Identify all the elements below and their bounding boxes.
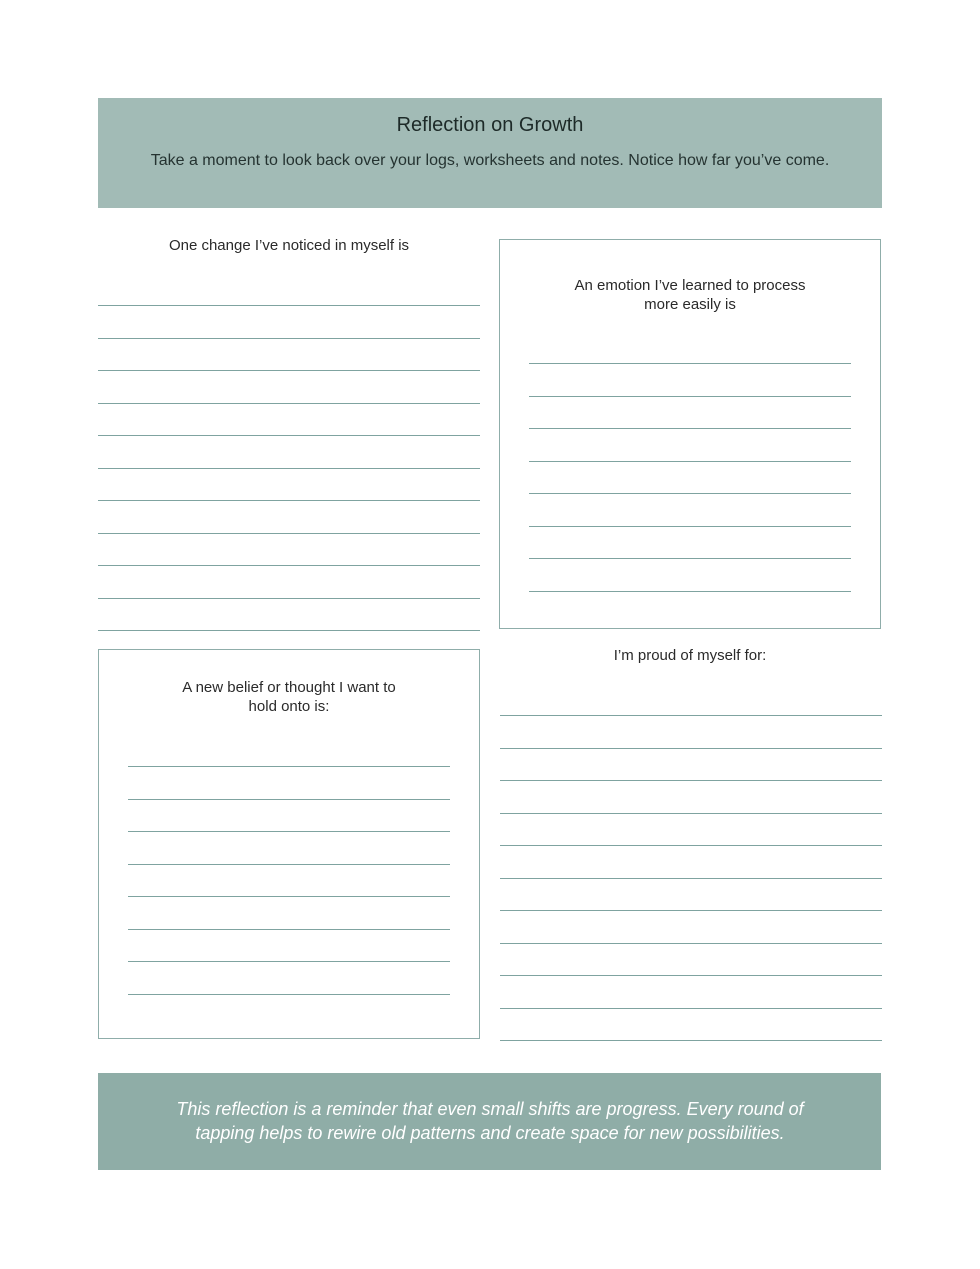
writing-line[interactable] — [98, 500, 480, 501]
writing-line[interactable] — [98, 370, 480, 371]
writing-line[interactable] — [98, 305, 480, 306]
writing-line[interactable] — [128, 961, 450, 962]
belief-prompt — [98, 678, 480, 716]
writing-line[interactable] — [500, 813, 882, 814]
emotion-prompt-line2: more easily is — [644, 296, 736, 313]
writing-line[interactable] — [500, 748, 882, 749]
writing-line[interactable] — [98, 435, 480, 436]
writing-line[interactable] — [500, 943, 882, 944]
page-title: Reflection on Growth — [396, 114, 584, 136]
writing-line[interactable] — [529, 396, 851, 397]
writing-line[interactable] — [529, 363, 851, 364]
writing-line[interactable] — [98, 533, 480, 534]
writing-line[interactable] — [500, 878, 882, 879]
writing-line[interactable] — [500, 1040, 882, 1041]
belief-prompt-line1: A new belief or thought I want to — [182, 679, 396, 696]
writing-line[interactable] — [98, 468, 480, 469]
writing-line[interactable] — [98, 598, 480, 599]
writing-line[interactable] — [529, 558, 851, 559]
writing-line[interactable] — [529, 591, 851, 592]
writing-line[interactable] — [529, 461, 851, 462]
change-prompt: One change I’ve noticed in myself is — [168, 237, 410, 254]
writing-line[interactable] — [98, 403, 480, 404]
writing-line[interactable] — [500, 975, 882, 976]
writing-line[interactable] — [128, 766, 450, 767]
page-subtitle: Take a moment to look back over your logs, worksheets and notes. Notice how far you’ve come. — [150, 152, 830, 169]
writing-line[interactable] — [98, 565, 480, 566]
writing-line[interactable] — [529, 526, 851, 527]
writing-line[interactable] — [128, 831, 450, 832]
emotion-prompt — [499, 276, 881, 314]
footer-message — [120, 1097, 860, 1145]
writing-line[interactable] — [128, 994, 450, 995]
writing-line[interactable] — [500, 845, 882, 846]
writing-line[interactable] — [500, 715, 882, 716]
writing-line[interactable] — [128, 799, 450, 800]
writing-line[interactable] — [128, 864, 450, 865]
writing-line[interactable] — [128, 929, 450, 930]
writing-line[interactable] — [98, 338, 480, 339]
proud-prompt: I’m proud of myself for: — [613, 647, 767, 664]
writing-line[interactable] — [529, 428, 851, 429]
writing-line[interactable] — [98, 630, 480, 631]
footer-message-line2: tapping helps to rewire old patterns and create space for new possibilities. — [195, 1123, 785, 1143]
belief-prompt-line2: hold onto is: — [248, 698, 330, 715]
writing-line[interactable] — [500, 780, 882, 781]
emotion-prompt-line1: An emotion I’ve learned to process — [574, 277, 806, 294]
writing-line[interactable] — [529, 493, 851, 494]
writing-line[interactable] — [500, 1008, 882, 1009]
footer-message-line1: This reflection is a reminder that even small shifts are progress. Every round of — [176, 1099, 804, 1119]
writing-line[interactable] — [128, 896, 450, 897]
writing-line[interactable] — [500, 910, 882, 911]
